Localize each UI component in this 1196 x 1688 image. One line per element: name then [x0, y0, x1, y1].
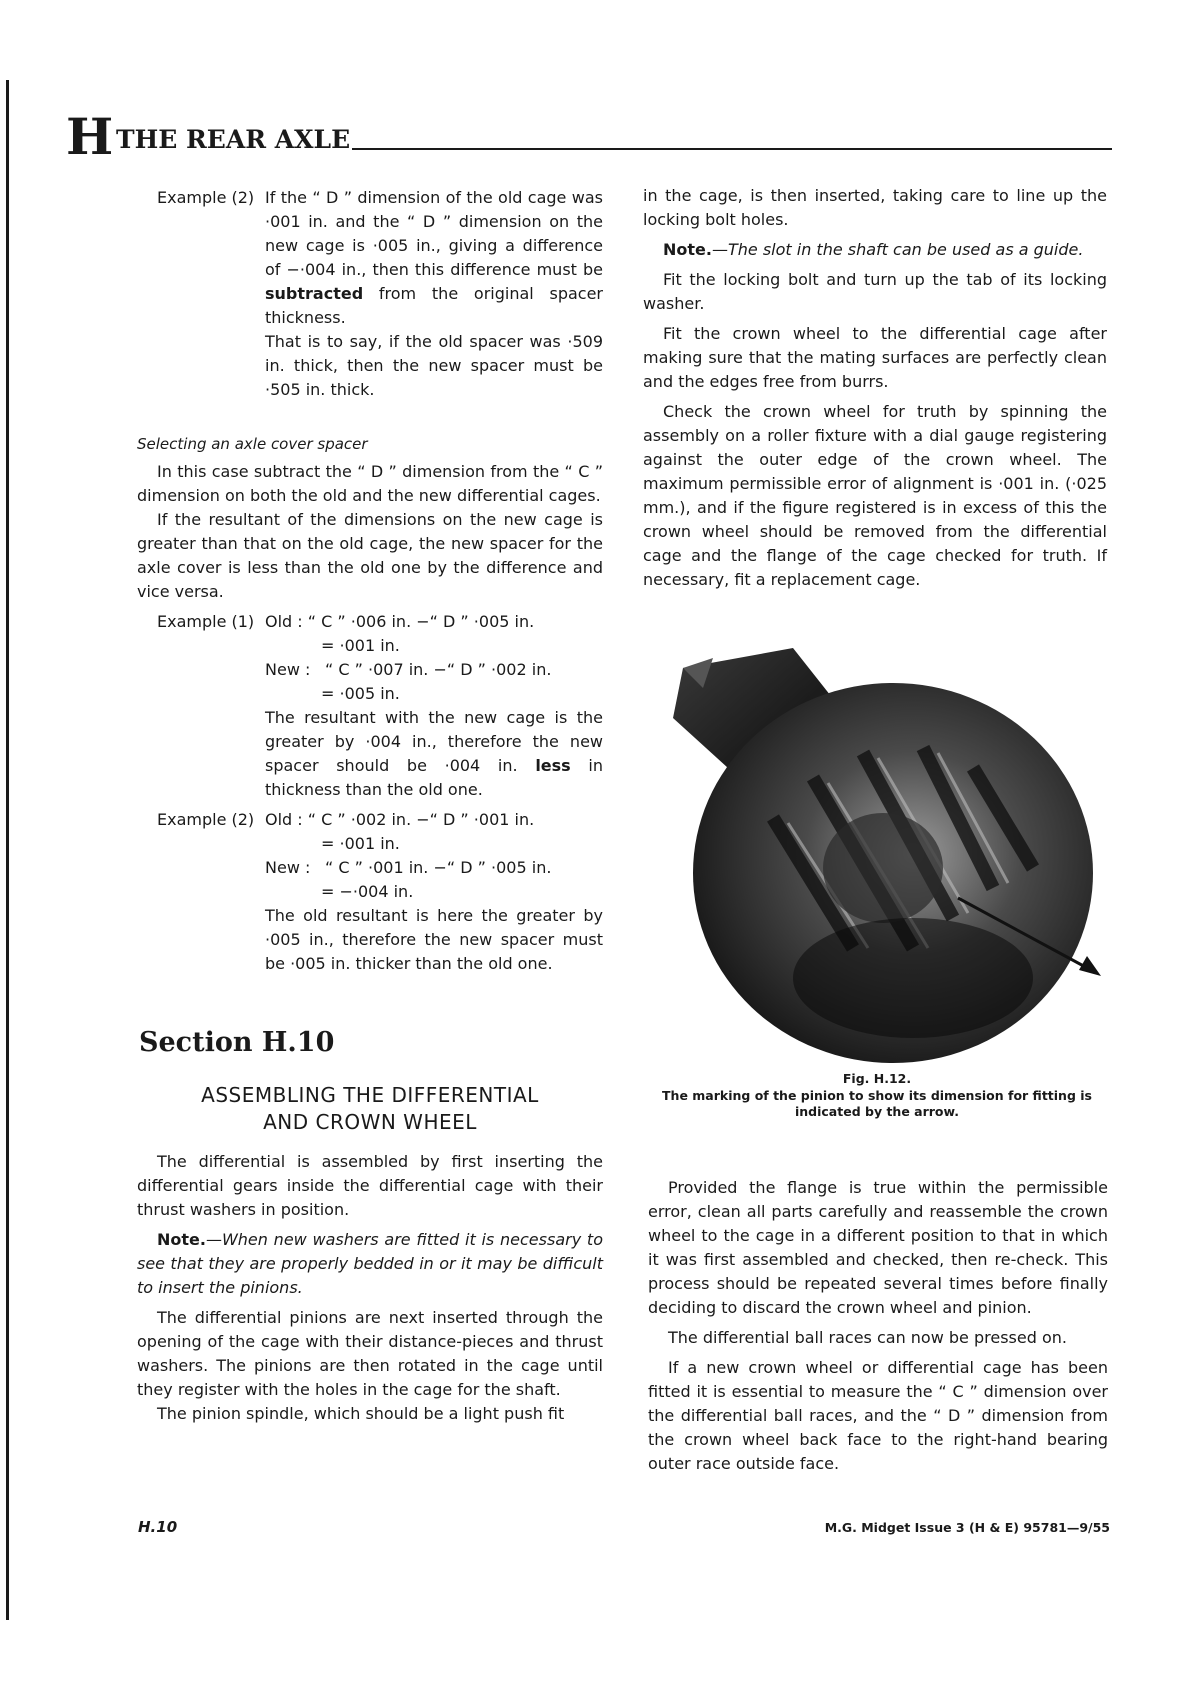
paragraph: The differential is assembled by first inserting the differential gears inside the differential cage with their thrust washers in position.	[137, 1152, 603, 1219]
page-number: H.10	[138, 1518, 178, 1536]
example-2-spacer: Example (2) If the “ D ” dimension of the old cage was ·001 in. and the “ D ” dimension on the new cage is ·005 in., giving a difference of −·004 in., then this difference must be subtracted from the original spacer thickness. That is to say, if the old spacer was ·509 in. thick, then the new spacer must be ·505 in. thick.	[137, 186, 603, 402]
pinion-illustration	[653, 648, 1101, 1068]
right-column-lower	[648, 1176, 1108, 1476]
example-1: Example (1) Old : “ C ” ·006 in. −“ D ” ·005 in. = ·001 in. New : “ C ” ·007 in. −“ D ” ·002 in. = ·005 in. The resultant with the new cage is the greater by ·004 in., therefore the new spacer should be ·004 in. less in thickness than the old one.	[137, 610, 603, 802]
paragraph: Check the crown wheel for truth by spinning the assembly on a roller fixture with a dial gauge registering against the outer edge of the crown wheel. The maximum permissible error of alignment is ·001 in. (·025 mm.), and if the figure registered is in excess of this the crown wheel should be removed from the differential cage and the flange of the cage checked for truth. If necessary, fit a replacement cage.	[643, 402, 1107, 589]
paragraph: Fit the crown wheel to the differential cage after making sure that the mating surfaces are perfectly clean and the edges free from burrs.	[643, 324, 1107, 391]
example-text: That is to say, if the old spacer was ·509 in. thick, then the new spacer must be ·505 in. thick.	[265, 332, 603, 399]
paragraph: If the resultant of the dimensions on the new cage is greater than that on the old cage, the new spacer for the axle cover is less than the old one by the difference and vice versa.	[137, 510, 603, 601]
paragraph: Fit the locking bolt and turn up the tab of its locking washer.	[643, 270, 1107, 313]
caption-text: The marking of the pinion to show its dimension for fitting is indicated by the arrow.	[662, 1088, 1092, 1119]
paragraph: Provided the flange is true within the permissible error, clean all parts carefully and reassemble the crown wheel to the cage in a different position to that in which it was first assembled and checked, then re-check. This process should be repeated several times before finally deciding to discard the crown wheel and pinion.	[648, 1178, 1108, 1317]
example-label: Example (2)	[157, 810, 255, 829]
paragraph: in the cage, is then inserted, taking care to line up the locking bolt holes.	[643, 186, 1107, 229]
paragraph: The pinion spindle, which should be a light push fit	[157, 1404, 565, 1423]
example-label: Example (1)	[157, 612, 255, 631]
figure-caption	[652, 1071, 1102, 1120]
paragraph: If a new crown wheel or differential cage has been fitted it is essential to measure the “ C ” dimension over the differential ball races, and the “ D ” dimension from the crown wheel back face to the right-hand bearing outer race outside face.	[648, 1358, 1108, 1473]
note: Note.—The slot in the shaft can be used as a guide.	[663, 240, 1084, 259]
subheading: Selecting an axle cover spacer	[137, 435, 368, 453]
section-subheading: ASSEMBLING THE DIFFERENTIAL AND CROWN WHEEL	[201, 1083, 539, 1134]
left-column	[137, 186, 603, 1426]
section-heading: Section H.10	[139, 1027, 335, 1058]
page-edge-bar	[6, 80, 9, 1620]
example-2: Example (2) Old : “ C ” ·002 in. −“ D ” ·001 in. = ·001 in. New : “ C ” ·001 in. −“ D ” ·005 in. = −·004 in. The old resultant is here the greater by ·005 in., therefore the new spacer must be ·005 in. thicker than the old one.	[137, 808, 603, 976]
paragraph: The differential pinions are next inserted through the opening of the cage with their distance-pieces and thrust washers. The pinions are then rotated in the cage until they register with the holes in the cage for the shaft.	[137, 1308, 603, 1399]
page-header	[66, 107, 1112, 166]
section-letter: H	[66, 107, 112, 166]
pinion-photo	[653, 648, 1101, 1068]
paragraph: In this case subtract the “ D ” dimension from the “ C ” dimension on both the old and the new differential cages.	[137, 462, 603, 505]
chapter-title: THE REAR AXLE	[116, 125, 351, 154]
note: Note.—When new washers are fitted it is necessary to see that they are properly bedded in or it may be difficult to insert the pinions.	[137, 1230, 603, 1297]
figure-label: Fig. H.12.	[842, 1071, 912, 1086]
paragraph: The differential ball races can now be pressed on.	[668, 1328, 1067, 1347]
publication-info: M.G. Midget Issue 3 (H & E) 95781—9/55	[824, 1520, 1110, 1535]
right-column-upper	[643, 184, 1107, 592]
example-label: Example (2)	[157, 188, 255, 207]
